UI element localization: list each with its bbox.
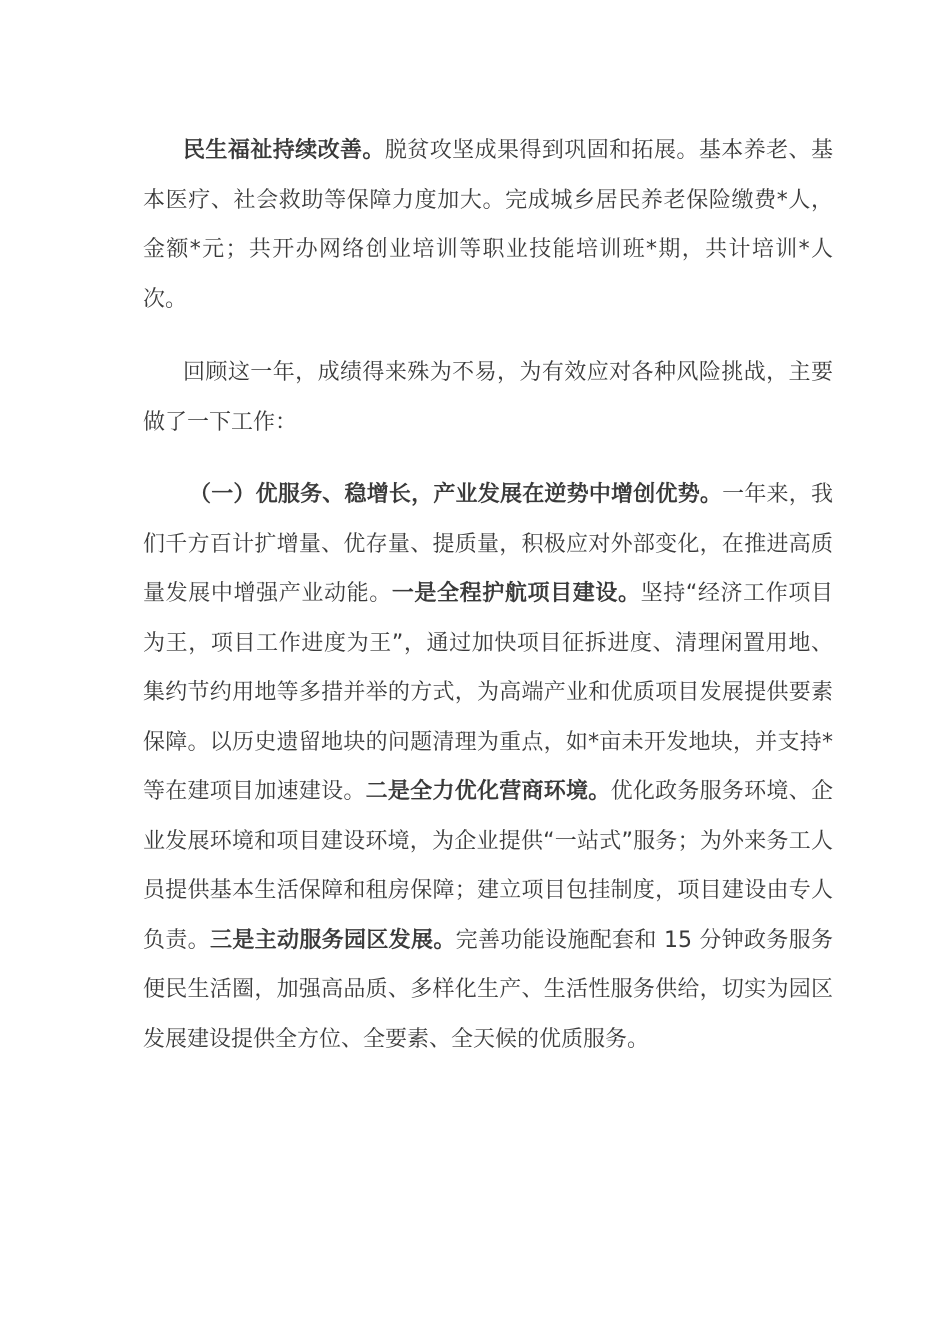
paragraph-review (143, 348, 833, 447)
paragraph-livelihood (143, 126, 833, 324)
paragraph-section-one (143, 470, 833, 1064)
item-text-2: 优化政务服务环境、企业发展环境和项目建设环境，为企业提供“一站式”服务；为外来务工人员提供基本生活保障和租房保障；建立项目包挂制度，项目建设由专人负责。 (143, 779, 833, 953)
paragraph-lead: 民生福祉持续改善。 (183, 138, 385, 163)
section-intro: 一年来，我们千方百计扩增量、优存量、提质量，积极应对外部变化，在推进高质量发展中增强产业动能。 (143, 482, 833, 606)
item-title-2: 二是全力优化营商环境。 (365, 779, 611, 804)
item-title-1: 一是全程护航项目建设。 (391, 581, 641, 606)
item-text-1: 坚持“经济工作项目为王，项目工作进度为王”，通过加快项目征拆进度、清理闲置用地、集约节约用地等多措并举的方式，为高端产业和优质项目发展提供要素保障。以历史遗留地块的问题清理为重点，如*亩未开发地块，并支持*等在建项目加速建设。 (143, 581, 833, 804)
paragraph-text: 脱贫攻坚成果得到巩固和拓展。基本养老、基本医疗、社会救助等保障力度加大。完成城乡居民养老保险缴费*人，金额*元；共开办网络创业培训等职业技能培训班*期，共计培训*人次。 (143, 138, 833, 312)
item-text-3: 完善功能设施配套和 15 分钟政务服务便民生活圈，加强高品质、多样化生产、生活性服务供给，切实为园区发展建设提供全方位、全要素、全天候的优质服务。 (143, 927, 833, 1052)
paragraph-text: 回顾这一年，成绩得来殊为不易，为有效应对各种风险挑战，主要做了一下工作： (143, 360, 833, 435)
section-heading: （一）优服务、稳增长，产业发展在逆势中增创优势。 (189, 482, 723, 507)
item-title-3: 三是主动服务园区发展。 (210, 927, 456, 953)
